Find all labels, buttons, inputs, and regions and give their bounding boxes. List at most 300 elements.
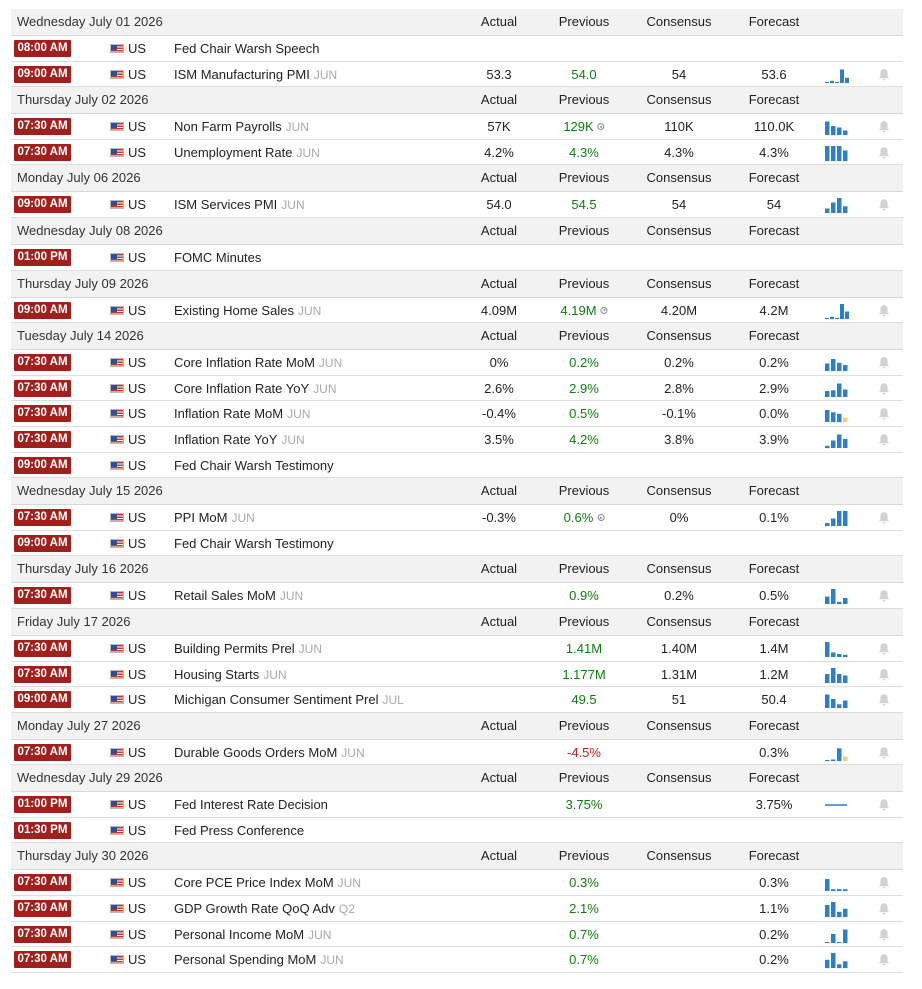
event-country: US	[128, 952, 147, 968]
day-date: Thursday July 30 2026	[17, 848, 149, 864]
sparkline-bar	[825, 674, 830, 683]
event-reference-period: Q2	[338, 902, 355, 917]
previous-value	[569, 427, 599, 452]
column-header-consensus: Consensus	[646, 275, 712, 291]
day-header	[11, 609, 903, 636]
event-row[interactable]	[11, 62, 903, 88]
event-name-link[interactable]	[174, 298, 321, 324]
actual-value: 0%	[489, 355, 509, 371]
event-name: Fed Chair Warsh Speech	[174, 41, 320, 56]
bell-icon[interactable]	[878, 746, 890, 760]
previous-value-text: -4.5%	[567, 744, 601, 760]
event-country: US	[128, 144, 147, 160]
consensus-value: 2.8%	[664, 380, 694, 396]
us-flag-icon	[110, 670, 124, 679]
column-header-previous: Previous	[558, 613, 610, 629]
event-reference-period: JUN	[287, 407, 311, 422]
sparkline-chart[interactable]	[825, 926, 853, 944]
event-time-badge: 07:30 AM	[14, 509, 71, 526]
event-name: Fed Chair Warsh Testimony	[174, 457, 334, 473]
previous-value-text: 49.5	[571, 692, 597, 708]
sparkline-bar	[843, 890, 848, 892]
forecast-value: 4.2M	[759, 302, 789, 318]
sparkline-chart[interactable]	[825, 354, 853, 372]
consensus-value: 4.3%	[664, 144, 694, 160]
sparkline-bar	[825, 597, 830, 605]
column-header-forecast: Forecast	[748, 275, 800, 291]
event-reference-period: JUN	[263, 667, 287, 682]
sparkline-chart[interactable]	[825, 196, 853, 214]
previous-value	[566, 636, 602, 661]
event-name-link[interactable]	[174, 531, 334, 556]
event-name: Fed Chair Warsh Testimony	[174, 535, 334, 551]
previous-value	[566, 792, 603, 817]
event-row[interactable]	[11, 114, 903, 140]
column-header-consensus: Consensus	[646, 770, 712, 786]
forecast-value: 3.9%	[759, 431, 789, 447]
day-date: Thursday July 02 2026	[17, 92, 149, 108]
previous-value	[569, 401, 599, 426]
consensus-value: 0.2%	[664, 588, 694, 604]
consensus-value: 54	[671, 66, 687, 82]
actual-value: 3.5%	[484, 431, 514, 447]
event-reference-period: JUN	[313, 381, 337, 396]
column-header-actual: Actual	[480, 561, 518, 577]
event-name-link[interactable]	[174, 245, 261, 270]
column-header-consensus: Consensus	[646, 561, 712, 577]
forecast-value: 50.4	[761, 692, 787, 708]
actual-value: 4.2%	[484, 144, 514, 160]
event-name-link[interactable]	[174, 740, 365, 766]
sparkline-chart[interactable]	[825, 66, 853, 84]
event-reference-period: JUN	[297, 303, 322, 318]
day-date: Wednesday July 08 2026	[17, 222, 163, 238]
event-name-link[interactable]	[174, 583, 303, 609]
us-flag-icon	[110, 878, 124, 887]
event-name-link[interactable]	[174, 401, 310, 427]
sparkline-chart[interactable]	[825, 744, 853, 762]
sparkline-bar	[825, 391, 830, 397]
bell-icon[interactable]	[878, 953, 890, 967]
previous-value	[569, 896, 599, 921]
event-reference-period: JUN	[279, 589, 304, 604]
day-date: Thursday July 16 2026	[17, 561, 149, 577]
event-row[interactable]	[11, 427, 903, 453]
column-header-actual: Actual	[480, 275, 518, 291]
day-header	[11, 87, 903, 114]
sparkline-bar	[837, 912, 842, 917]
sparkline-bar	[843, 701, 848, 709]
event-name-link[interactable]	[174, 36, 319, 61]
sparkline-bar	[835, 318, 839, 319]
event-row[interactable]	[11, 922, 903, 948]
event-time-badge: 08:00 AM	[14, 40, 71, 57]
event-reference-period: JUN	[298, 641, 322, 656]
event-name: Core PCE Price Index MoM	[174, 875, 334, 891]
event-country: US	[128, 588, 147, 604]
event-row[interactable]	[11, 818, 903, 844]
sparkline-bar	[837, 942, 842, 943]
column-header-forecast: Forecast	[748, 222, 800, 238]
event-reference-period: JUN	[337, 876, 362, 891]
sparkline-chart[interactable]	[825, 874, 853, 892]
us-flag-icon	[110, 955, 124, 964]
sparkline-bar	[843, 418, 848, 423]
bell-icon[interactable]	[878, 876, 890, 890]
column-header-previous: Previous	[558, 848, 610, 864]
bell-icon[interactable]	[878, 668, 890, 682]
event-row[interactable]	[11, 376, 903, 402]
us-flag-icon	[110, 122, 124, 131]
sparkline-chart[interactable]	[825, 431, 853, 449]
event-name-link[interactable]	[174, 376, 337, 402]
event-time-badge: 07:30 AM	[14, 951, 71, 968]
sparkline-bar	[831, 902, 836, 917]
event-country: US	[128, 640, 147, 656]
day-header	[11, 765, 903, 792]
column-header-consensus: Consensus	[646, 613, 712, 629]
event-name: Housing Starts	[174, 666, 260, 682]
sparkline-chart[interactable]	[825, 118, 853, 136]
previous-value	[569, 947, 599, 972]
day-date: Thursday July 09 2026	[17, 275, 149, 291]
bell-icon[interactable]	[878, 693, 890, 707]
column-header-actual: Actual	[480, 328, 518, 344]
forecast-value: 4.3%	[759, 144, 789, 160]
event-name-link[interactable]	[174, 427, 305, 453]
event-name-link[interactable]	[174, 922, 331, 948]
forecast-value: 0.2%	[759, 926, 789, 942]
event-row[interactable]	[11, 740, 903, 766]
sparkline-bar	[837, 602, 842, 604]
event-time-badge: 09:00 AM	[14, 196, 71, 213]
event-row[interactable]	[11, 870, 903, 896]
event-time-badge: 09:00 AM	[14, 302, 71, 319]
sparkline-bar	[831, 203, 836, 214]
previous-value	[562, 662, 605, 687]
us-flag-icon	[110, 358, 124, 367]
us-flag-icon	[110, 148, 124, 157]
previous-value-text: 54.0	[571, 66, 597, 82]
event-name-link[interactable]	[174, 114, 309, 140]
sparkline-bar	[837, 965, 842, 969]
previous-value	[569, 870, 599, 895]
forecast-value: 2.9%	[759, 380, 789, 396]
column-header-consensus: Consensus	[646, 848, 712, 864]
event-name-link[interactable]	[174, 350, 342, 376]
event-country: US	[128, 535, 147, 551]
sparkline-bar	[825, 146, 830, 161]
sparkline-bar	[831, 890, 836, 892]
event-name: Durable Goods Orders MoM	[174, 744, 338, 760]
forecast-value: 0.3%	[759, 744, 789, 760]
event-reference-period: JUN	[285, 120, 309, 135]
event-name-link[interactable]	[174, 505, 255, 531]
event-name: Michigan Consumer Sentiment Prel	[174, 692, 379, 708]
sparkline-bar	[837, 654, 842, 657]
event-row[interactable]	[11, 453, 903, 479]
bell-icon[interactable]	[878, 146, 890, 160]
event-name: Fed Press Conference	[174, 822, 305, 838]
column-header-previous: Previous	[558, 92, 610, 108]
column-header-consensus: Consensus	[646, 92, 712, 108]
sparkline-chart[interactable]	[825, 144, 853, 162]
event-reference-period: JUL	[382, 693, 404, 708]
consensus-value: 54	[671, 197, 687, 213]
sparkline-chart[interactable]	[825, 951, 853, 969]
forecast-value: 1.4M	[759, 640, 789, 656]
bell-icon[interactable]	[878, 511, 890, 525]
day-date: Wednesday July 15 2026	[17, 483, 163, 499]
bell-icon[interactable]	[878, 407, 890, 421]
economic-calendar-table	[11, 9, 903, 973]
sparkline-chart[interactable]	[825, 509, 853, 527]
previous-value-text: 0.2%	[569, 355, 599, 371]
event-time-badge: 01:00 PM	[14, 249, 71, 266]
sparkline-chart[interactable]	[825, 640, 853, 658]
us-flag-icon	[110, 644, 124, 653]
sparkline-bar	[843, 365, 848, 371]
column-header-forecast: Forecast	[748, 14, 800, 29]
event-name: Personal Spending MoM	[174, 952, 317, 968]
day-header	[11, 556, 903, 583]
previous-value-text: 0.5%	[569, 406, 599, 422]
event-time-badge: 09:00 AM	[14, 535, 71, 552]
bell-icon[interactable]	[878, 433, 890, 447]
sparkline-chart[interactable]	[825, 900, 853, 918]
bell-icon[interactable]	[878, 928, 890, 942]
column-header-forecast: Forecast	[748, 848, 800, 864]
sparkline-bar	[831, 934, 836, 943]
previous-value-text: 0.6%	[563, 510, 594, 526]
sparkline-bar	[837, 511, 842, 526]
bell-icon[interactable]	[878, 902, 890, 916]
previous-value	[571, 192, 596, 217]
event-row[interactable]	[11, 140, 903, 166]
actual-value: 54.0	[486, 197, 512, 213]
day-header	[11, 713, 903, 740]
forecast-value: 0.2%	[759, 355, 789, 371]
event-row[interactable]	[11, 687, 903, 713]
event-country: US	[128, 197, 147, 213]
revised-icon[interactable]	[597, 514, 604, 521]
column-header-previous: Previous	[558, 275, 610, 291]
us-flag-icon	[110, 800, 124, 809]
sparkline-bar	[825, 446, 830, 448]
event-name-link[interactable]	[174, 792, 328, 817]
sparkline-bar	[825, 879, 830, 891]
previous-value-text: 0.3%	[569, 875, 599, 891]
event-row[interactable]	[11, 896, 903, 922]
revised-icon[interactable]	[601, 307, 608, 314]
actual-value: -0.4%	[482, 406, 516, 422]
event-name-link[interactable]	[174, 636, 322, 662]
event-name: Inflation Rate YoY	[174, 431, 278, 447]
previous-value	[564, 505, 605, 530]
event-country: US	[128, 666, 147, 682]
column-header-actual: Actual	[480, 613, 518, 629]
us-flag-icon	[110, 513, 124, 522]
bell-icon[interactable]	[878, 382, 890, 396]
event-country: US	[128, 249, 147, 265]
event-name-link[interactable]	[174, 140, 320, 166]
forecast-value: 53.6	[761, 66, 787, 82]
column-header-forecast: Forecast	[748, 561, 800, 577]
sparkline-bar	[837, 146, 842, 161]
previous-value	[567, 740, 601, 765]
column-header-forecast: Forecast	[748, 483, 800, 499]
previous-value	[569, 376, 599, 401]
event-time-badge: 07:30 AM	[14, 405, 71, 422]
sparkline-bar	[830, 80, 834, 82]
revised-icon[interactable]	[598, 123, 605, 130]
event-row[interactable]	[11, 662, 903, 688]
sparkline-bar	[845, 77, 849, 82]
bell-icon[interactable]	[878, 642, 890, 656]
sparkline-bar	[843, 150, 848, 161]
us-flag-icon	[110, 44, 124, 53]
event-name-link[interactable]	[174, 453, 334, 478]
event-row[interactable]	[11, 192, 903, 218]
event-country: US	[128, 457, 147, 473]
bell-icon[interactable]	[878, 589, 890, 603]
event-name-link[interactable]	[174, 192, 305, 218]
previous-value-text: 3.75%	[565, 797, 603, 813]
previous-value-text: 2.9%	[569, 380, 599, 396]
event-time-badge: 07:30 AM	[14, 380, 71, 397]
bell-icon[interactable]	[878, 198, 890, 212]
previous-value-text: 4.2%	[569, 431, 599, 447]
day-header	[11, 478, 903, 505]
us-flag-icon	[110, 748, 124, 757]
forecast-value: 0.1%	[759, 510, 789, 526]
event-time-badge: 01:00 PM	[14, 796, 71, 813]
consensus-value: 110K	[664, 119, 694, 135]
sparkline-bar	[843, 389, 848, 397]
column-header-forecast: Forecast	[748, 770, 800, 786]
event-row[interactable]	[11, 36, 903, 62]
forecast-value: 0.5%	[759, 588, 789, 604]
bell-icon[interactable]	[878, 798, 890, 812]
bell-icon[interactable]	[878, 68, 890, 82]
sparkline-chart[interactable]	[825, 380, 853, 398]
previous-value-text: 4.19M	[560, 302, 597, 318]
event-country: US	[128, 119, 147, 135]
bell-icon[interactable]	[878, 356, 890, 370]
event-name-link[interactable]	[174, 62, 337, 88]
day-header	[11, 218, 903, 245]
forecast-value: 0.0%	[759, 406, 789, 422]
event-row[interactable]	[11, 350, 903, 376]
event-reference-period: JUN	[313, 67, 338, 82]
event-country: US	[128, 355, 147, 371]
sparkline-bar	[831, 699, 836, 708]
event-country: US	[128, 41, 147, 56]
sparkline-bar	[843, 962, 848, 969]
sparkline-bar	[843, 675, 848, 683]
us-flag-icon	[110, 591, 124, 600]
actual-value: 53.3	[486, 66, 512, 82]
sparkline-bar	[831, 146, 836, 161]
column-header-previous: Previous	[558, 328, 610, 344]
sparkline-chart[interactable]	[825, 405, 853, 423]
event-name-link[interactable]	[174, 947, 344, 973]
event-name-link[interactable]	[174, 896, 355, 922]
sparkline-bar	[843, 756, 848, 761]
previous-value	[560, 298, 607, 323]
event-row[interactable]	[11, 245, 903, 271]
event-name-link[interactable]	[174, 818, 304, 843]
sparkline-bar	[825, 960, 830, 968]
sparkline-chart[interactable]	[825, 302, 853, 320]
us-flag-icon	[110, 253, 124, 262]
us-flag-icon	[110, 306, 124, 315]
sparkline-bar	[837, 674, 842, 683]
sparkline-bar	[831, 668, 836, 683]
sparkline-chart[interactable]	[825, 587, 853, 605]
bell-icon[interactable]	[878, 120, 890, 134]
event-time-badge: 07:30 AM	[14, 874, 71, 891]
sparkline-bar	[825, 318, 829, 319]
sparkline-bar	[843, 207, 848, 214]
column-header-previous: Previous	[558, 483, 610, 499]
sparkline-bar	[837, 363, 842, 371]
column-header-actual: Actual	[480, 92, 518, 108]
bell-icon[interactable]	[878, 304, 890, 318]
day-header	[11, 323, 903, 350]
event-row[interactable]	[11, 792, 903, 818]
sparkline-chart[interactable]	[825, 691, 853, 709]
forecast-value: 110.0K	[753, 119, 795, 135]
sparkline-bar	[831, 953, 836, 968]
consensus-value: -0.1%	[662, 406, 696, 422]
sparkline-bar	[843, 439, 848, 448]
event-row[interactable]	[11, 531, 903, 557]
event-time-badge: 07:30 AM	[14, 431, 71, 448]
column-header-forecast: Forecast	[748, 170, 800, 186]
previous-value-text: 0.7%	[569, 952, 599, 968]
column-header-forecast: Forecast	[748, 717, 800, 733]
event-name-link[interactable]	[174, 662, 287, 688]
column-header-actual: Actual	[480, 483, 518, 499]
event-row[interactable]	[11, 583, 903, 609]
event-time-badge: 07:30 AM	[14, 666, 71, 683]
event-reference-period: JUN	[318, 356, 343, 371]
event-reference-period: JUN	[231, 511, 255, 526]
event-name-link[interactable]	[174, 687, 404, 713]
sparkline-chart[interactable]	[825, 666, 853, 684]
sparkline-bar	[825, 905, 830, 917]
sparkline-bar	[840, 69, 844, 83]
column-header-consensus: Consensus	[646, 328, 712, 344]
actual-value: 4.09M	[480, 302, 518, 318]
event-row[interactable]	[11, 401, 903, 427]
column-header-consensus: Consensus	[646, 170, 712, 186]
sparkline-chart[interactable]	[825, 796, 853, 814]
sparkline-bar	[825, 82, 829, 83]
sparkline-bar	[843, 511, 848, 526]
event-row[interactable]	[11, 298, 903, 324]
event-name: Building Permits Prel	[174, 640, 295, 656]
event-reference-period: JUN	[281, 432, 305, 447]
sparkline-bar	[845, 311, 849, 319]
day-date: Wednesday July 01 2026	[17, 14, 163, 29]
sparkline-bar	[825, 942, 830, 943]
event-row[interactable]	[11, 636, 903, 662]
event-row[interactable]	[11, 947, 903, 973]
event-name-link[interactable]	[174, 870, 361, 896]
event-row[interactable]	[11, 505, 903, 531]
